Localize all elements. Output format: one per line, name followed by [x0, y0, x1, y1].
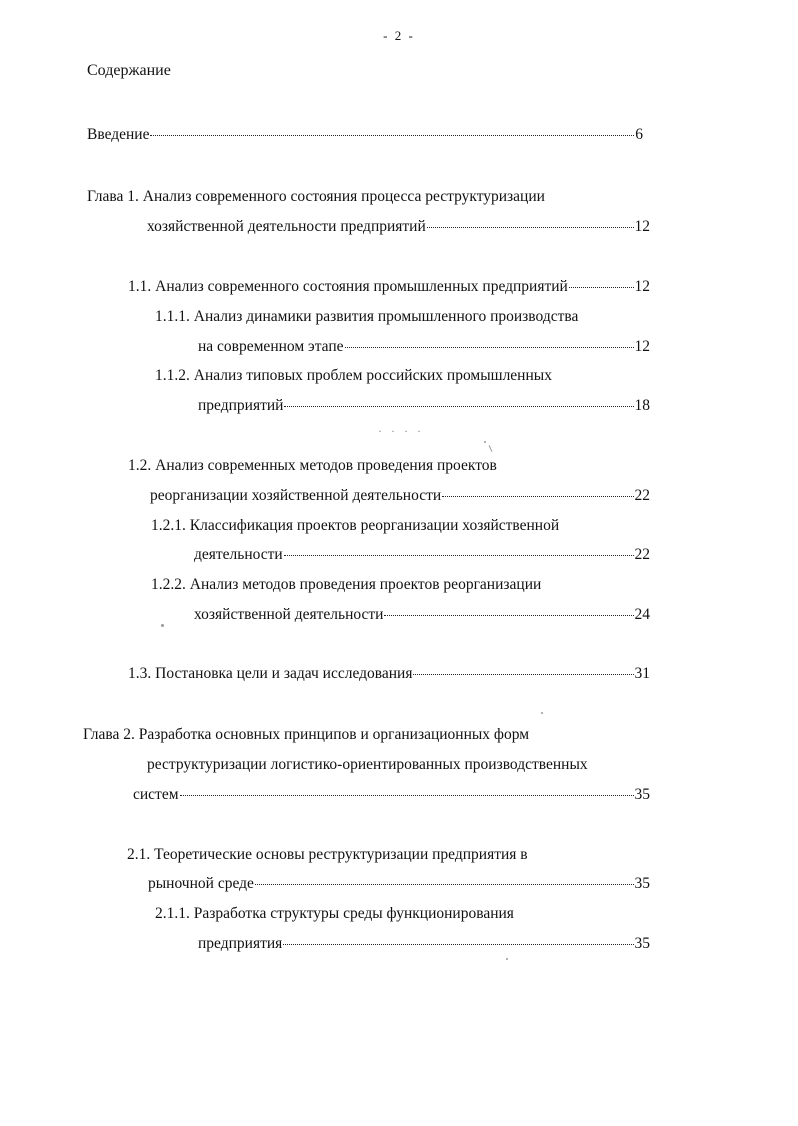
- scan-speck: [541, 712, 543, 714]
- scan-speck: [489, 445, 493, 452]
- toc-page-number: 18: [634, 397, 650, 414]
- toc-entry-chapter-1: [147, 217, 650, 237]
- toc-entry-text: предприятия: [198, 935, 283, 952]
- toc-entry-chapter-2: [133, 785, 650, 805]
- dot-leader: [384, 615, 633, 616]
- dot-leader: [413, 674, 633, 675]
- toc-entry-text: на современном этапе: [198, 338, 344, 355]
- toc-entry-text: хозяйственной деятельности предприятий: [147, 218, 426, 235]
- toc-entry-1-2-1-line-1: 1.2.1. Классификация проектов реорганизации хозяйственной: [151, 517, 560, 534]
- toc-entry-text: деятельности: [194, 546, 283, 563]
- toc-entry-1-1-2: [198, 396, 650, 416]
- toc-title: Содержание: [87, 62, 171, 79]
- toc-entry-1-2-1: [194, 545, 650, 565]
- dot-leader: [284, 555, 634, 556]
- scan-noise: · · · ·: [378, 424, 424, 438]
- toc-entry-1-3: [128, 664, 650, 684]
- dot-leader: [345, 347, 634, 348]
- toc-page-number: 6: [635, 126, 643, 143]
- toc-entry-1-1: [128, 277, 650, 297]
- page-number: - 2 -: [383, 28, 415, 43]
- toc-entry-1-2-2: [194, 605, 650, 625]
- toc-page-number: 22: [634, 487, 650, 504]
- toc-page-number: 35: [634, 875, 650, 892]
- scan-speck: [484, 441, 486, 443]
- toc-entry-text: хозяйственной деятельности: [194, 606, 384, 623]
- toc-page-number: 12: [634, 278, 650, 295]
- toc-page-number: 12: [634, 338, 650, 355]
- toc-entry-2-1-1: [198, 934, 650, 954]
- toc-entry-1-2-line-1: 1.2. Анализ современных методов проведения проектов: [128, 457, 497, 474]
- toc-page-number: 22: [634, 546, 650, 563]
- toc-entry-1-1-1: [198, 337, 650, 357]
- toc-entry-text: предприятий: [198, 397, 284, 414]
- scan-speck: [161, 624, 164, 627]
- toc-entry-text: 1.3. Постановка цели и задач исследования: [128, 665, 413, 682]
- dot-leader: [150, 135, 634, 136]
- toc-entry-intro: [87, 125, 643, 145]
- toc-page-number: 31: [634, 665, 650, 682]
- toc-entry-1-2-2-line-1: 1.2.2. Анализ методов проведения проектов реорганизации: [151, 576, 542, 593]
- toc-entry-text: систем: [133, 786, 179, 803]
- toc-entry-2-1: [148, 874, 650, 894]
- toc-entry-1-1-1-line-1: 1.1.1. Анализ динамики развития промышленного производства: [155, 308, 579, 325]
- toc-entry-text: Введение: [87, 126, 150, 143]
- toc-page-number: 12: [634, 218, 650, 235]
- toc-entry-chapter-2-line-2: реструктуризации логистико-ориентированных производственных: [147, 756, 588, 773]
- toc-entry-2-1-line-1: 2.1. Теоретические основы реструктуризации предприятия в: [127, 846, 528, 863]
- toc-page-number: 35: [634, 935, 650, 952]
- dot-leader: [284, 406, 633, 407]
- toc-entry-1-2: [150, 486, 650, 506]
- toc-entry-1-1-2-line-1: 1.1.2. Анализ типовых проблем российских промышленных: [155, 367, 552, 384]
- toc-entry-text: 1.1. Анализ современного состояния промышленных предприятий: [128, 278, 568, 295]
- dot-leader: [180, 795, 634, 796]
- dot-leader: [442, 496, 633, 497]
- dot-leader: [255, 884, 634, 885]
- scan-speck: [506, 958, 508, 960]
- toc-entry-chapter-2-line-1: Глава 2. Разработка основных принципов и организационных форм: [83, 726, 530, 743]
- toc-entry-chapter-1-line-1: Глава 1. Анализ современного состояния процесса реструктуризации: [87, 188, 545, 205]
- toc-page-number: 35: [634, 786, 650, 803]
- toc-entry-text: рыночной среде: [148, 875, 254, 892]
- dot-leader: [283, 944, 633, 945]
- toc-page-number: 24: [634, 606, 650, 623]
- toc-entry-text: реорганизации хозяйственной деятельности: [150, 487, 442, 504]
- toc-entry-2-1-1-line-1: 2.1.1. Разработка структуры среды функционирования: [155, 905, 514, 922]
- dot-leader: [569, 287, 634, 288]
- dot-leader: [427, 227, 634, 228]
